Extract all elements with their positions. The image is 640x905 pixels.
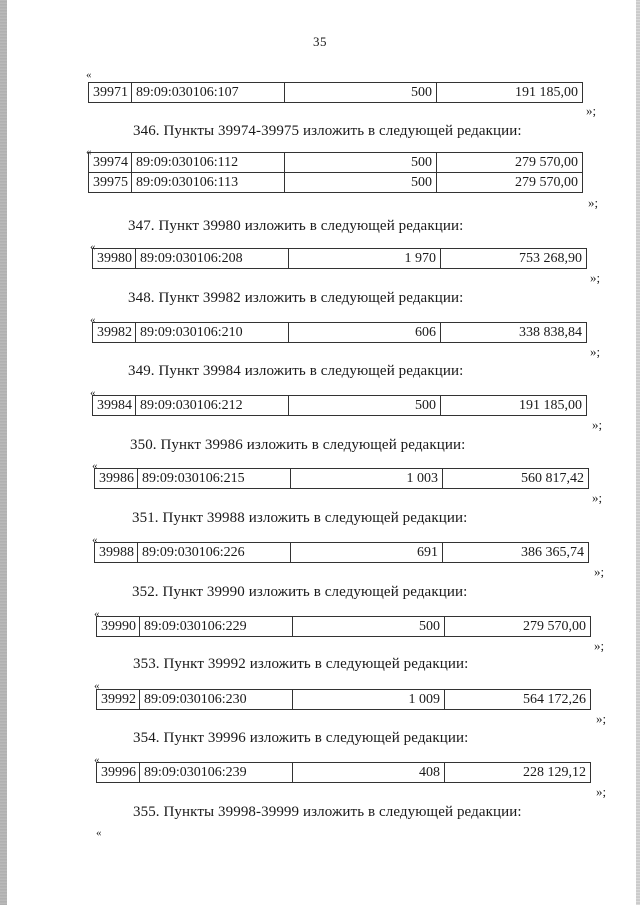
price-cell: 753 268,90 [441, 249, 587, 269]
item-number-cell: 39980 [93, 249, 136, 269]
cadastral-number-cell: 89:09:030106:230 [140, 690, 293, 710]
area-cell: 691 [291, 543, 443, 563]
area-cell: 1 003 [291, 469, 443, 489]
section-heading: 348. Пункт 39982 изложить в следующей редакции: [128, 290, 464, 306]
close-quote: »; [588, 195, 599, 210]
table-row [95, 543, 589, 563]
price-cell: 338 838,84 [441, 323, 587, 343]
item-number-cell: 39982 [93, 323, 136, 343]
area-cell: 500 [285, 83, 437, 103]
cadastral-number-cell: 89:09:030106:239 [140, 763, 293, 783]
scan-edge-right [636, 0, 640, 905]
cadastral-number-cell: 89:09:030106:212 [136, 396, 289, 416]
scan-edge-left [0, 0, 7, 905]
open-quote: « [92, 460, 98, 472]
price-cell: 279 570,00 [437, 173, 583, 193]
close-quote: »; [594, 638, 605, 653]
item-number-cell: 39990 [97, 617, 140, 637]
table-row [97, 690, 591, 710]
record-table [92, 395, 587, 416]
item-number-cell: 39986 [95, 469, 138, 489]
close-quote: »; [596, 784, 607, 799]
item-number-cell: 39988 [95, 543, 138, 563]
cadastral-number-cell: 89:09:030106:208 [136, 249, 289, 269]
open-quote: « [86, 146, 92, 158]
close-quote: »; [590, 344, 601, 359]
page-number: 35 [313, 34, 327, 49]
record-table [92, 248, 587, 269]
section-heading: 355. Пункты 39998-39999 изложить в следующей редакции: [133, 804, 522, 820]
section-heading: 346. Пункты 39974-39975 изложить в следующей редакции: [133, 123, 522, 139]
table-row [97, 763, 591, 783]
record-table [94, 468, 589, 489]
close-quote: »; [592, 490, 603, 505]
open-quote: « [94, 608, 100, 620]
table-row [97, 617, 591, 637]
section-heading: 350. Пункт 39986 изложить в следующей редакции: [130, 437, 466, 453]
item-number-cell: 39992 [97, 690, 140, 710]
close-quote: »; [596, 711, 607, 726]
table-row [89, 173, 583, 193]
item-number-cell: 39975 [89, 173, 132, 193]
item-number-cell: 39984 [93, 396, 136, 416]
open-quote: « [86, 69, 92, 81]
record-table [88, 82, 583, 103]
record-table [96, 689, 591, 710]
open-quote: « [90, 241, 96, 253]
item-number-cell: 39974 [89, 153, 132, 173]
open-quote: « [90, 314, 96, 326]
cadastral-number-cell: 89:09:030106:113 [132, 173, 285, 193]
open-quote: « [94, 680, 100, 692]
price-cell: 191 185,00 [437, 83, 583, 103]
open-quote: « [92, 534, 98, 546]
price-cell: 560 817,42 [443, 469, 589, 489]
price-cell: 279 570,00 [437, 153, 583, 173]
area-cell: 500 [293, 617, 445, 637]
section-heading: 351. Пункт 39988 изложить в следующей редакции: [132, 510, 468, 526]
area-cell: 500 [285, 153, 437, 173]
area-cell: 1 970 [289, 249, 441, 269]
item-number-cell: 39971 [89, 83, 132, 103]
record-table [96, 616, 591, 637]
price-cell: 564 172,26 [445, 690, 591, 710]
area-cell: 500 [289, 396, 441, 416]
price-cell: 191 185,00 [441, 396, 587, 416]
price-cell: 386 365,74 [443, 543, 589, 563]
record-table [92, 322, 587, 343]
section-heading: 352. Пункт 39990 изложить в следующей редакции: [132, 584, 468, 600]
record-table [94, 542, 589, 563]
cadastral-number-cell: 89:09:030106:107 [132, 83, 285, 103]
open-quote: « [96, 827, 102, 839]
area-cell: 500 [285, 173, 437, 193]
item-number-cell: 39996 [97, 763, 140, 783]
close-quote: »; [586, 103, 597, 118]
table-row [89, 83, 583, 103]
cadastral-number-cell: 89:09:030106:229 [140, 617, 293, 637]
price-cell: 228 129,12 [445, 763, 591, 783]
area-cell: 408 [293, 763, 445, 783]
cadastral-number-cell: 89:09:030106:112 [132, 153, 285, 173]
open-quote: « [90, 387, 96, 399]
section-heading: 354. Пункт 39996 изложить в следующей редакции: [133, 730, 469, 746]
close-quote: »; [594, 564, 605, 579]
close-quote: »; [592, 417, 603, 432]
cadastral-number-cell: 89:09:030106:226 [138, 543, 291, 563]
cadastral-number-cell: 89:09:030106:215 [138, 469, 291, 489]
table-row [95, 469, 589, 489]
record-table [96, 762, 591, 783]
record-table [88, 152, 583, 193]
price-cell: 279 570,00 [445, 617, 591, 637]
close-quote: »; [590, 270, 601, 285]
area-cell: 606 [289, 323, 441, 343]
table-row [93, 249, 587, 269]
table-row [93, 396, 587, 416]
open-quote: « [94, 754, 100, 766]
table-row [89, 153, 583, 173]
section-heading: 349. Пункт 39984 изложить в следующей редакции: [128, 363, 464, 379]
section-heading: 347. Пункт 39980 изложить в следующей редакции: [128, 218, 464, 234]
area-cell: 1 009 [293, 690, 445, 710]
cadastral-number-cell: 89:09:030106:210 [136, 323, 289, 343]
table-row [93, 323, 587, 343]
section-heading: 353. Пункт 39992 изложить в следующей редакции: [133, 656, 469, 672]
